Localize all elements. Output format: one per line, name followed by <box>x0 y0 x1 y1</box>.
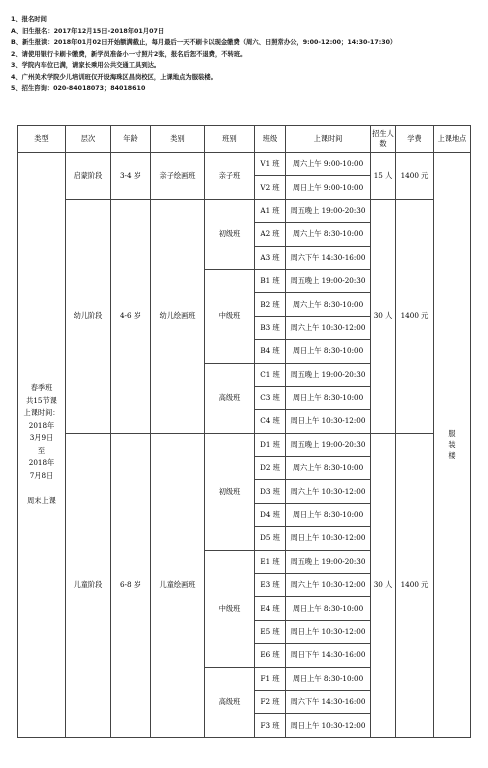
season-cell-line: 春季班 <box>30 383 53 393</box>
table-row <box>18 153 471 176</box>
class-cell: B1 班 <box>255 269 286 292</box>
time-cell: 周六上午 8:30-10:00 <box>286 293 371 316</box>
class-cell: E6 班 <box>255 644 286 667</box>
location-cell-line: 服 <box>448 429 456 439</box>
time-cell: 周六上午 9:00-10:00 <box>286 153 371 176</box>
age-cell: 3-4 岁 <box>111 153 151 200</box>
class-cell: A3 班 <box>255 246 286 269</box>
season-cell-line: 至 <box>37 445 46 455</box>
class-cell: E1 班 <box>255 550 286 573</box>
quota-cell: 30 人 <box>371 199 396 433</box>
time-cell: 周六上午 8:30-10:00 <box>286 223 371 246</box>
time-cell: 周五晚上 19:00-20:30 <box>286 363 371 386</box>
level-cell: 中级班 <box>205 550 255 667</box>
header-time: 上课时间 <box>286 126 371 153</box>
time-cell: 周日上午 8:30-10:00 <box>286 597 371 620</box>
season-cell-line: 2018年 <box>28 458 55 468</box>
table-row <box>18 433 471 456</box>
time-cell: 周日上午 10:30-12:00 <box>286 410 371 433</box>
class-cell: B2 班 <box>255 293 286 316</box>
time-cell: 周日上午 10:30-12:00 <box>286 714 371 737</box>
class-cell: F2 班 <box>255 690 286 713</box>
class-cell: V1 班 <box>255 153 286 176</box>
note-line: A、旧生报名：2017年12月15日-2018年01月07日 <box>11 27 165 35</box>
fee-cell: 1400 元 <box>396 199 434 433</box>
season-cell-line: 3月9日 <box>29 433 54 443</box>
note-line: 1、报名时间 <box>11 16 47 23</box>
category-cell: 幼儿绘画班 <box>151 199 205 433</box>
time-cell: 周五晚上 19:00-20:30 <box>286 269 371 292</box>
class-cell: F3 班 <box>255 714 286 737</box>
season-cell-line: 上课时间： <box>23 408 60 418</box>
stage-cell: 儿童阶段 <box>66 433 111 737</box>
header-fee: 学费 <box>396 126 434 153</box>
fee-cell: 1400 元 <box>396 153 434 200</box>
time-cell: 周日上午 8:30-10:00 <box>286 340 371 363</box>
time-cell: 周六下午 14:30-16:00 <box>286 690 371 713</box>
location-cell <box>434 153 471 738</box>
class-cell: V2 班 <box>255 176 286 199</box>
time-cell: 周日下午 14:30-16:00 <box>286 644 371 667</box>
category-cell: 儿童绘画班 <box>151 433 205 737</box>
class-cell: D1 班 <box>255 433 286 456</box>
time-cell: 周六下午 14:30-16:00 <box>286 246 371 269</box>
note-line: 2、请使用银行卡刷卡缴费，新学员准备小一寸照片2张，报名后恕不退费，不转班。 <box>11 50 247 58</box>
note-line: 3、学院内车位已满，请家长乘用公共交通工具到达。 <box>11 62 161 69</box>
class-cell: B4 班 <box>255 340 286 363</box>
time-cell: 周日上午 8:30-10:00 <box>286 503 371 526</box>
header-type: 类型 <box>18 126 66 153</box>
class-cell: C1 班 <box>255 363 286 386</box>
quota-cell: 15 人 <box>371 153 396 200</box>
class-cell: A2 班 <box>255 223 286 246</box>
table-body <box>18 153 471 738</box>
class-cell: B3 班 <box>255 316 286 339</box>
note-line: 4、广州美术学院少儿培训班仅开设海珠区昌岗校区，上课地点为服装楼。 <box>11 73 217 81</box>
header-age: 年龄 <box>111 126 151 153</box>
level-cell: 高级班 <box>205 363 255 433</box>
season-cell-line: 2018年 <box>28 420 55 430</box>
time-cell: 周日上午 10:30-12:00 <box>286 620 371 643</box>
age-cell: 6-8 岁 <box>111 433 151 737</box>
time-cell: 周日上午 8:30-10:00 <box>286 667 371 690</box>
class-cell: E4 班 <box>255 597 286 620</box>
season-cell-line <box>18 482 65 495</box>
location-cell-line: 装 <box>448 440 456 450</box>
header-level: 班别 <box>205 126 255 153</box>
class-cell: D5 班 <box>255 527 286 550</box>
class-cell: E5 班 <box>255 620 286 643</box>
season-cell-line: 共15节课 <box>26 395 57 405</box>
level-cell: 亲子班 <box>205 153 255 200</box>
class-cell: F1 班 <box>255 667 286 690</box>
class-schedule-table <box>17 125 471 738</box>
stage-cell: 幼儿阶段 <box>66 199 111 433</box>
time-cell: 周六上午 10:30-12:00 <box>286 574 371 597</box>
time-cell: 周五晚上 19:00-20:30 <box>286 550 371 573</box>
time-cell: 周五晚上 19:00-20:30 <box>286 199 371 222</box>
season-cell-line: 7月8日 <box>29 470 54 480</box>
time-cell: 周日上午 9:00-10:00 <box>286 176 371 199</box>
time-cell: 周六上午 10:30-12:00 <box>286 316 371 339</box>
time-cell: 周六上午 10:30-12:00 <box>286 480 371 503</box>
class-cell: C3 班 <box>255 386 286 409</box>
time-cell: 周日上午 8:30-10:00 <box>286 386 371 409</box>
table-header-row <box>18 126 471 153</box>
header-location: 上课地点 <box>434 126 471 153</box>
level-cell: 初级班 <box>205 433 255 550</box>
class-cell: A1 班 <box>255 199 286 222</box>
time-cell: 周日上午 10:30-12:00 <box>286 527 371 550</box>
class-cell: D4 班 <box>255 503 286 526</box>
header-quota: 招生人数 <box>371 126 396 153</box>
enrollment-notes <box>11 14 481 95</box>
level-cell: 高级班 <box>205 667 255 737</box>
header-category: 类别 <box>151 126 205 153</box>
time-cell: 周五晚上 19:00-20:30 <box>286 433 371 456</box>
table-row <box>18 199 471 222</box>
stage-cell: 启蒙阶段 <box>66 153 111 200</box>
level-cell: 中级班 <box>205 269 255 363</box>
level-cell: 初级班 <box>205 199 255 269</box>
class-cell: D3 班 <box>255 480 286 503</box>
season-cell <box>18 153 66 738</box>
header-stage: 层次 <box>66 126 111 153</box>
fee-cell: 1400 元 <box>396 433 434 737</box>
season-cell-line: 周末上课 <box>27 495 56 505</box>
class-cell: D2 班 <box>255 457 286 480</box>
note-line: B、新生报读：2018年01月02日开始额满截止，每月最后一天不刷卡以现金缴费（周六、日照常办公，9:00-12:00；14:30-17:30） <box>11 39 397 46</box>
location-cell-line: 楼 <box>448 451 456 461</box>
class-cell: E3 班 <box>255 574 286 597</box>
time-cell: 周六上午 8:30-10:00 <box>286 457 371 480</box>
header-class: 班级 <box>255 126 286 153</box>
note-line: 5、招生咨询：020-84018073；84018610 <box>11 85 146 92</box>
category-cell: 亲子绘画班 <box>151 153 205 200</box>
quota-cell: 30 人 <box>371 433 396 737</box>
class-cell: C4 班 <box>255 410 286 433</box>
age-cell: 4-6 岁 <box>111 199 151 433</box>
